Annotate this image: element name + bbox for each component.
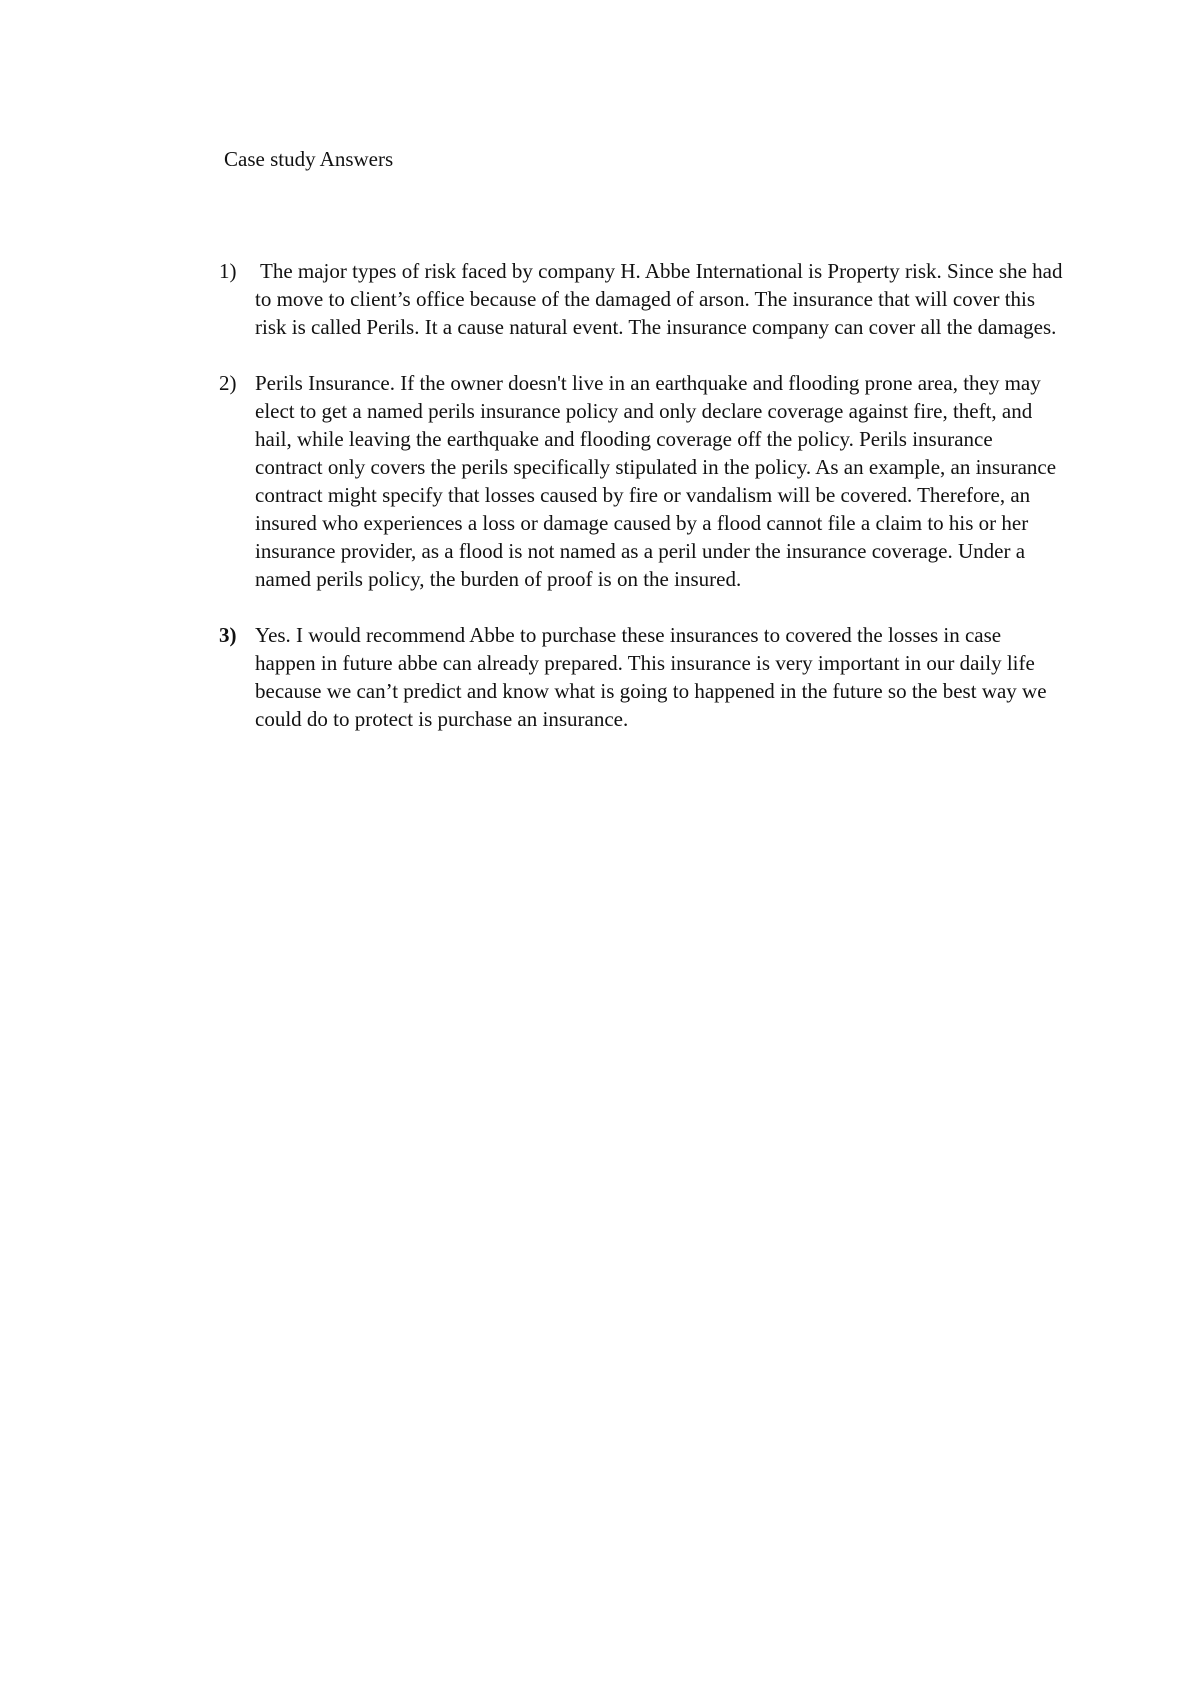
answer-number-2: 2) (219, 371, 237, 395)
answer-item-2 (219, 369, 1064, 593)
answer-text-1: The major types of risk faced by company H. Abbe International is Property risk. Since she had to move to client’s office because of the damaged of arson. The insurance that will cover this risk is called Perils. It a cause natural event. The insurance company can cover all the damages. (255, 259, 1063, 339)
answer-item-3 (219, 621, 1064, 733)
document-title: Case study Answers (224, 147, 394, 171)
answer-number-3: 3) (219, 623, 237, 647)
answer-text-3: Yes. I would recommend Abbe to purchase these insurances to covered the losses in case happen in future abbe can already prepared. This insurance is very important in our daily life because we can’t predict and know what is going to happened in the future so the best way we could do to protect is purchase an insurance. (255, 623, 1047, 731)
answer-text-2: Perils Insurance. If the owner doesn't live in an earthquake and flooding prone area, they may elect to get a named perils insurance policy and only declare coverage against fire, theft, and hail, while leaving the earthquake and flooding coverage off the policy. Perils insurance contract only covers the perils specifically stipulated in the policy. As an example, an insurance contract might specify that losses caused by fire or vandalism will be covered. Therefore, an insured who experiences a loss or damage caused by a flood cannot file a claim to his or her insurance provider, as a flood is not named as a peril under the insurance coverage. Under a named perils policy, the burden of proof is on the insured. (255, 371, 1057, 591)
answer-item-1 (219, 257, 1064, 341)
answers-list (219, 257, 1064, 733)
answer-number-1: 1) (219, 259, 237, 283)
